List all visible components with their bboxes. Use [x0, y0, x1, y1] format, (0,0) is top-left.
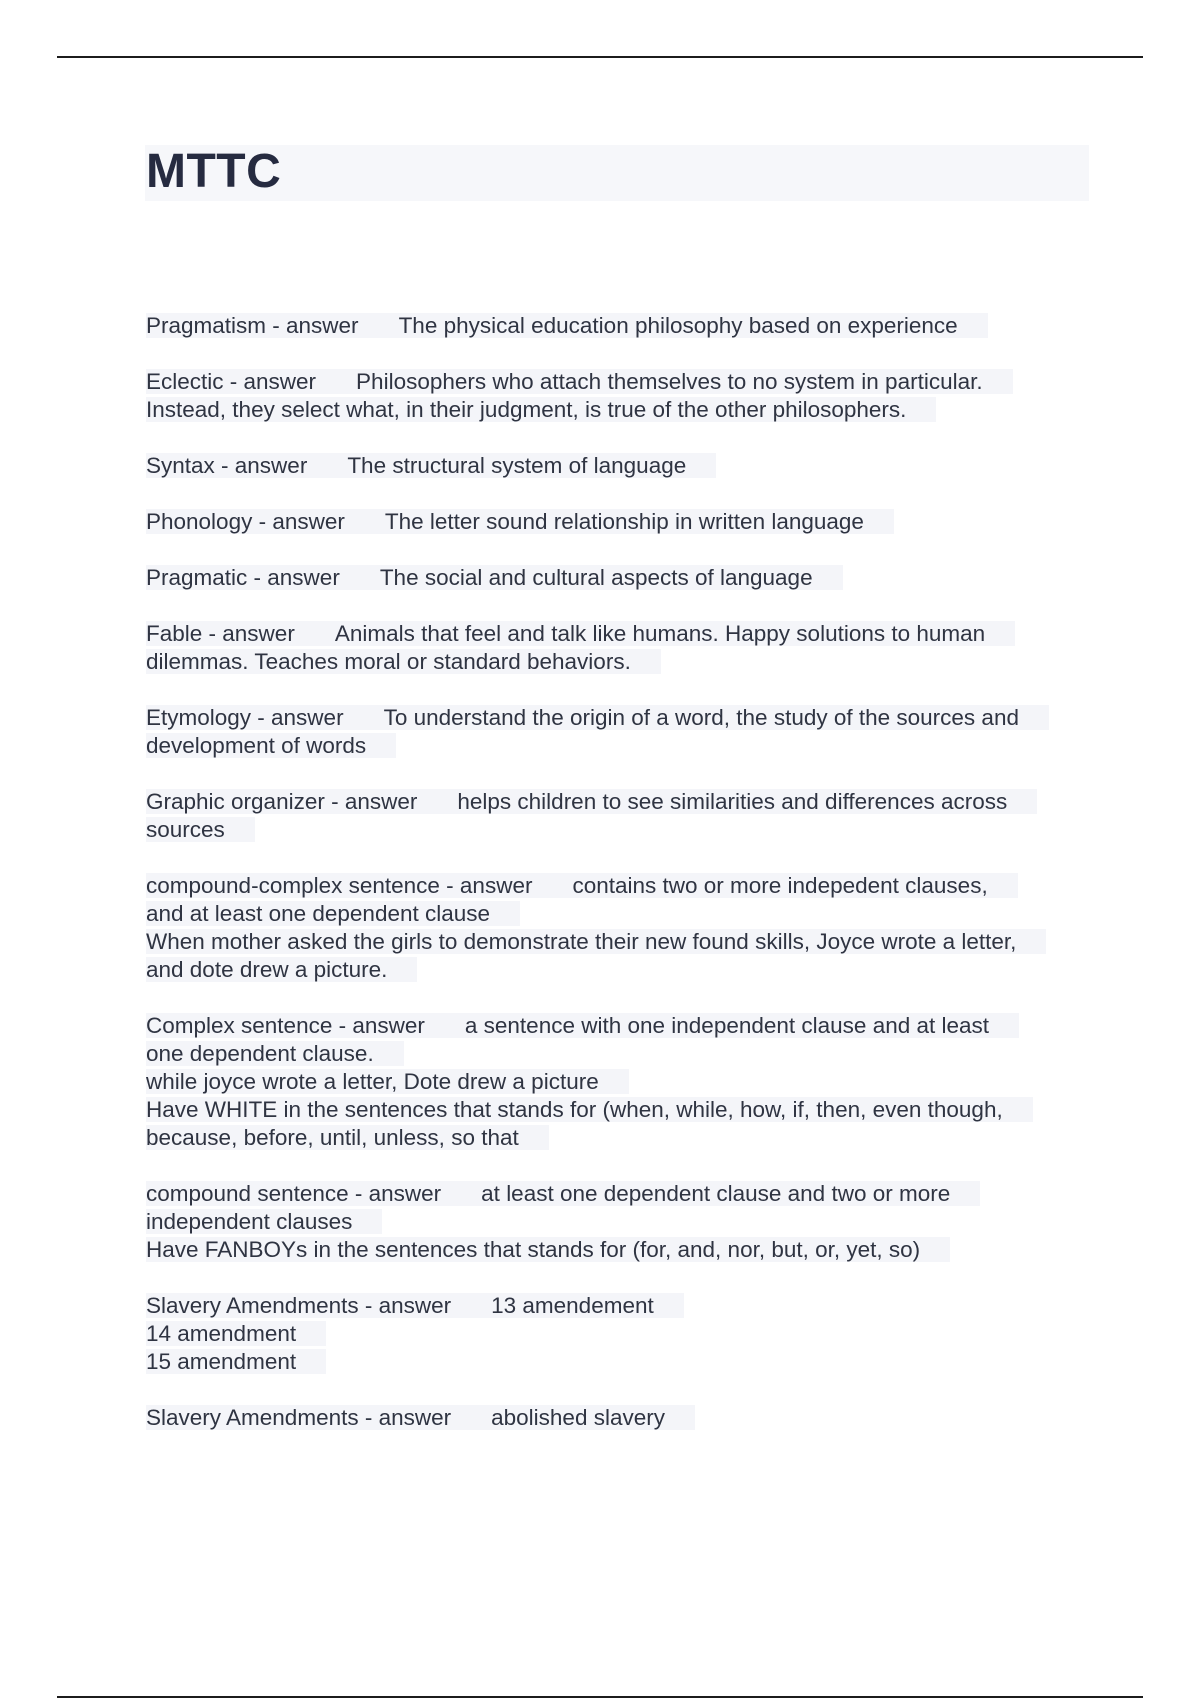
line-highlight: [146, 1321, 326, 1346]
line-highlight: [146, 649, 661, 674]
bottom-rule: [57, 1696, 1143, 1698]
flashcard-definition-text: abolished slavery: [491, 1405, 665, 1430]
flashcard-term: Slavery Amendments - answer: [146, 1405, 452, 1430]
line-highlight: [146, 929, 1046, 954]
flashcard-definition-text: because, before, until, unless, so that: [146, 1125, 519, 1150]
flashcard-first-line: [146, 1180, 1096, 1208]
document-title: MTTC: [146, 145, 282, 198]
flashcard-definition-text: at least one dependent clause and two or more: [481, 1181, 951, 1206]
line-highlight: [146, 901, 520, 926]
flashcard-term: Etymology - answer: [146, 705, 344, 730]
line-highlight: [146, 621, 1015, 646]
flashcard-definition-text: independent clauses: [146, 1209, 353, 1234]
flashcard-first-line: [146, 1292, 1096, 1320]
flashcard-first-line: [146, 704, 1096, 732]
flashcard-definition-text: The structural system of language: [347, 453, 687, 478]
flashcard-entry: [146, 452, 1096, 480]
flashcard-definition-text: contains two or more indepedent clauses,: [572, 873, 988, 898]
flashcard-line: [146, 1096, 1096, 1124]
line-highlight: [146, 369, 1013, 394]
line-highlight: [146, 817, 255, 842]
line-highlight: [146, 397, 936, 422]
line-highlight: [146, 1069, 629, 1094]
flashcard-entry: [146, 1012, 1096, 1152]
flashcard-definition-text: dilemmas. Teaches moral or standard behaviors.: [146, 649, 631, 674]
flashcard-definition-text: while joyce wrote a letter, Dote drew a picture: [146, 1069, 599, 1094]
line-highlight: [146, 1293, 684, 1318]
flashcard-term: compound sentence - answer: [146, 1181, 442, 1206]
flashcard-definition-text: When mother asked the girls to demonstrate their new found skills, Joyce wrote a letter,: [146, 929, 1017, 954]
flashcard-definition-text: and dote drew a picture.: [146, 957, 388, 982]
flashcard-term: Slavery Amendments - answer: [146, 1293, 452, 1318]
flashcard-line: [146, 928, 1096, 956]
flashcard-definition-text: Instead, they select what, in their judgment, is true of the other philosophers.: [146, 397, 907, 422]
flashcard-term: Syntax - answer: [146, 453, 308, 478]
flashcard-entry: [146, 312, 1096, 340]
top-rule: [57, 56, 1143, 58]
line-highlight: [146, 1181, 980, 1206]
flashcard-line: [146, 1124, 1096, 1152]
flashcard-first-line: [146, 508, 1096, 536]
line-highlight: [146, 1125, 549, 1150]
flashcard-term: Eclectic - answer: [146, 369, 317, 394]
line-highlight: [146, 1041, 404, 1066]
flashcard-definition-text: 13 amendement: [491, 1293, 654, 1318]
flashcard-line: [146, 1348, 1096, 1376]
flashcard-line: [146, 648, 1096, 676]
line-highlight: [146, 789, 1037, 814]
flashcard-definition-text: helps children to see similarities and differences across: [457, 789, 1008, 814]
flashcard-term: Graphic organizer - answer: [146, 789, 418, 814]
flashcard-entry: [146, 564, 1096, 592]
flashcard-entry: [146, 1292, 1096, 1376]
line-highlight: [146, 1349, 326, 1374]
flashcard-first-line: [146, 564, 1096, 592]
flashcard-definition-text: sources: [146, 817, 225, 842]
flashcard-definition-text: 15 amendment: [146, 1349, 297, 1374]
flashcard-entry: [146, 620, 1096, 676]
flashcard-line: [146, 1040, 1096, 1068]
flashcard-entry: [146, 872, 1096, 984]
line-highlight: [146, 957, 417, 982]
flashcard-line: [146, 816, 1096, 844]
flashcard-term: Pragmatism - answer: [146, 313, 359, 338]
flashcard-line: [146, 1236, 1096, 1264]
flashcard-entry: [146, 788, 1096, 844]
flashcard-first-line: [146, 788, 1096, 816]
flashcard-line: [146, 1320, 1096, 1348]
flashcard-definition-text: and at least one dependent clause: [146, 901, 491, 926]
flashcard-definition-text: development of words: [146, 733, 367, 758]
flashcard-term: compound-complex sentence - answer: [146, 873, 533, 898]
flashcard-line: [146, 1068, 1096, 1096]
flashcard-first-line: [146, 452, 1096, 480]
flashcard-definition-text: The letter sound relationship in written language: [384, 509, 864, 534]
flashcard-definition-text: one dependent clause.: [146, 1041, 374, 1066]
flashcard-definition-text: The social and cultural aspects of language: [379, 565, 813, 590]
line-highlight: [146, 1097, 1033, 1122]
flashcard-definition-text: Animals that feel and talk like humans. Happy solutions to human: [334, 621, 986, 646]
flashcard-term: Pragmatic - answer: [146, 565, 340, 590]
flashcard-definition-text: The physical education philosophy based on experience: [398, 313, 958, 338]
flashcard-line: [146, 732, 1096, 760]
line-highlight: [146, 1013, 1019, 1038]
flashcard-line: [146, 396, 1096, 424]
flashcard-first-line: [146, 1404, 1096, 1432]
flashcard-entry: [146, 704, 1096, 760]
flashcard-definition-text: Have WHITE in the sentences that stands for (when, while, how, if, then, even though,: [146, 1097, 1003, 1122]
flashcard-line: [146, 956, 1096, 984]
flashcard-definition-text: To understand the origin of a word, the study of the sources and: [383, 705, 1019, 730]
flashcard-definition-text: Have FANBOYs in the sentences that stands for (for, and, nor, but, or, yet, so): [146, 1237, 921, 1262]
line-highlight: [146, 565, 843, 590]
line-highlight: [146, 313, 988, 338]
flashcard-first-line: [146, 1012, 1096, 1040]
line-highlight: [146, 1405, 695, 1430]
flashcard-entry: [146, 368, 1096, 424]
title-band: [145, 145, 1089, 201]
flashcard-first-line: [146, 312, 1096, 340]
flashcard-definition-text: 14 amendment: [146, 1321, 297, 1346]
line-highlight: [146, 733, 396, 758]
flashcard-entry: [146, 1180, 1096, 1264]
flashcard-line: [146, 1208, 1096, 1236]
flashcard-entry: [146, 1404, 1096, 1432]
flashcard-definition-text: a sentence with one independent clause and at least: [464, 1013, 990, 1038]
line-highlight: [146, 1237, 950, 1262]
line-highlight: [146, 1209, 382, 1234]
line-highlight: [146, 509, 894, 534]
flashcard-first-line: [146, 620, 1096, 648]
flashcard-term: Phonology - answer: [146, 509, 345, 534]
line-highlight: [146, 705, 1049, 730]
flashcard-term: Fable - answer: [146, 621, 295, 646]
line-highlight: [146, 873, 1018, 898]
flashcard-definition-text: Philosophers who attach themselves to no system in particular.: [356, 369, 983, 394]
flashcard-line: [146, 900, 1096, 928]
line-highlight: [146, 453, 716, 478]
flashcard-list: [146, 312, 1096, 1460]
flashcard-first-line: [146, 872, 1096, 900]
flashcard-first-line: [146, 368, 1096, 396]
flashcard-entry: [146, 508, 1096, 536]
flashcard-term: Complex sentence - answer: [146, 1013, 425, 1038]
